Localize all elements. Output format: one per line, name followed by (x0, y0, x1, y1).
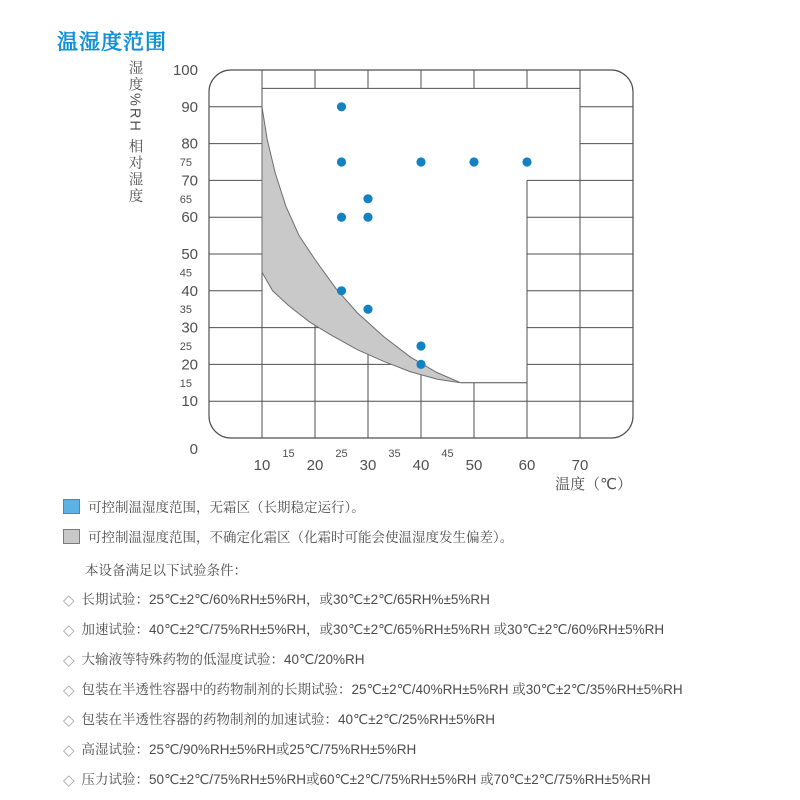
x-tick-label: 10 (253, 457, 271, 474)
y-tick-label: 40 (181, 282, 198, 300)
x-tick-minor-label: 45 (441, 448, 454, 460)
x-tick-label: 20 (306, 457, 324, 474)
x-tick-label: 50 (465, 457, 483, 474)
y-tick-label: 50 (181, 246, 198, 263)
y-tick-minor-label: 15 (179, 377, 192, 390)
legend-swatch-frost-uncertain-icon (63, 529, 80, 544)
x-tick-minor-label: 35 (388, 448, 401, 460)
frost-band (262, 107, 461, 383)
x-tick-label: 30 (359, 457, 377, 474)
scatter-point (363, 213, 372, 222)
scatter-point (363, 305, 372, 314)
y-tick-label: 10 (181, 393, 198, 411)
y-axis-label: 湿度%RH 相对湿度 (126, 60, 143, 205)
y-tick-minor-label: 45 (179, 267, 192, 280)
x-tick-minor-label: 15 (282, 448, 295, 460)
condition-item-semi-permeable-accelerated (63, 711, 790, 729)
scatter-point (416, 157, 425, 166)
scatter-point (416, 341, 425, 350)
y-tick-minor-label: 35 (179, 304, 192, 317)
condition-text: 包装在半透性容器的药物制剂的加速试验：40℃±2℃/25%RH±5%RH (81, 712, 495, 727)
y-tick-label: 80 (181, 135, 198, 153)
legend-swatch-frost-free-icon (63, 499, 80, 514)
diamond-bullet-icon: ◇ (63, 681, 75, 699)
x-tick-label: 70 (571, 457, 589, 474)
y-tick-minor-label: 65 (179, 193, 192, 206)
y-tick-label: 30 (181, 319, 198, 337)
diamond-bullet-icon: ◇ (63, 591, 75, 609)
scatter-point (416, 360, 425, 369)
x-axis-title: 温度（℃） (555, 476, 632, 493)
condition-text: 长期试验：25℃±2℃/60%RH±5%RH，或30℃±2℃/65RH%±5%RH (81, 592, 490, 607)
scatter-point (337, 157, 346, 166)
condition-item-long-term (63, 591, 790, 609)
diamond-bullet-icon: ◇ (63, 621, 75, 639)
scatter-point (337, 213, 346, 222)
condition-text: 包装在半透性容器中的药物制剂的长期试验：25℃±2℃/40%RH±5%RH 或30℃±2℃/35%RH±5%RH (81, 682, 683, 697)
scatter-point (337, 102, 346, 111)
condition-item-high-humidity (63, 741, 790, 759)
y-tick-minor-label: 25 (179, 341, 192, 353)
condition-item-accelerated (63, 621, 790, 639)
y-tick-label: 100 (172, 62, 198, 79)
chart-legend (63, 496, 790, 789)
diamond-bullet-icon: ◇ (63, 741, 75, 759)
y-tick-minor-label: 75 (179, 157, 192, 169)
scatter-point (337, 286, 346, 295)
x-tick-label: 40 (412, 457, 430, 474)
y-tick-label: 60 (181, 209, 198, 227)
condition-item-low-humidity (63, 651, 790, 669)
y-tick-label: 90 (181, 98, 198, 116)
x-tick-label: 60 (518, 457, 536, 474)
y-tick-label: 20 (181, 356, 198, 374)
diamond-bullet-icon: ◇ (63, 771, 75, 789)
condition-text: 大输液等特殊药物的低湿度试验：40℃/20%RH (81, 652, 365, 667)
condition-item-semi-permeable-long-term (63, 681, 790, 699)
page-title: 温湿度范围 (57, 31, 167, 54)
x-tick-minor-label: 25 (335, 448, 348, 460)
diamond-bullet-icon: ◇ (63, 651, 75, 669)
scatter-point (522, 157, 531, 166)
diamond-bullet-icon: ◇ (63, 711, 75, 729)
scatter-point (363, 194, 372, 203)
legend-item-frost-uncertain (63, 526, 790, 546)
legend-label-frost-free: 可控制温湿度范围，无霜区（长期稳定运行）。 (88, 500, 365, 515)
conditions-heading: 本设备满足以下试验条件： (85, 563, 247, 578)
condition-item-stress (63, 771, 790, 789)
scatter-point (469, 157, 478, 166)
condition-text: 压力试验：50℃±2℃/75%RH±5%RH或60℃±2℃/75%RH±5%RH 或70℃±2℃/75%RH±5%RH (81, 772, 651, 787)
condition-text: 加速试验：40℃±2℃/75%RH±5%RH，或30℃±2℃/65%RH±5%RH 或30℃±2℃/60%RH±5%RH (81, 622, 665, 637)
legend-label-frost-uncertain: 可控制温湿度范围，不确定化霜区（化霜时可能会使温湿度发生偏差）。 (88, 530, 514, 545)
condition-text: 高湿试验：25℃/90%RH±5%RH或25℃/75%RH±5%RH (81, 742, 417, 757)
legend-item-frost-free (63, 496, 790, 516)
y-tick-label: 70 (181, 172, 198, 190)
y-tick-label: 0 (189, 441, 198, 458)
